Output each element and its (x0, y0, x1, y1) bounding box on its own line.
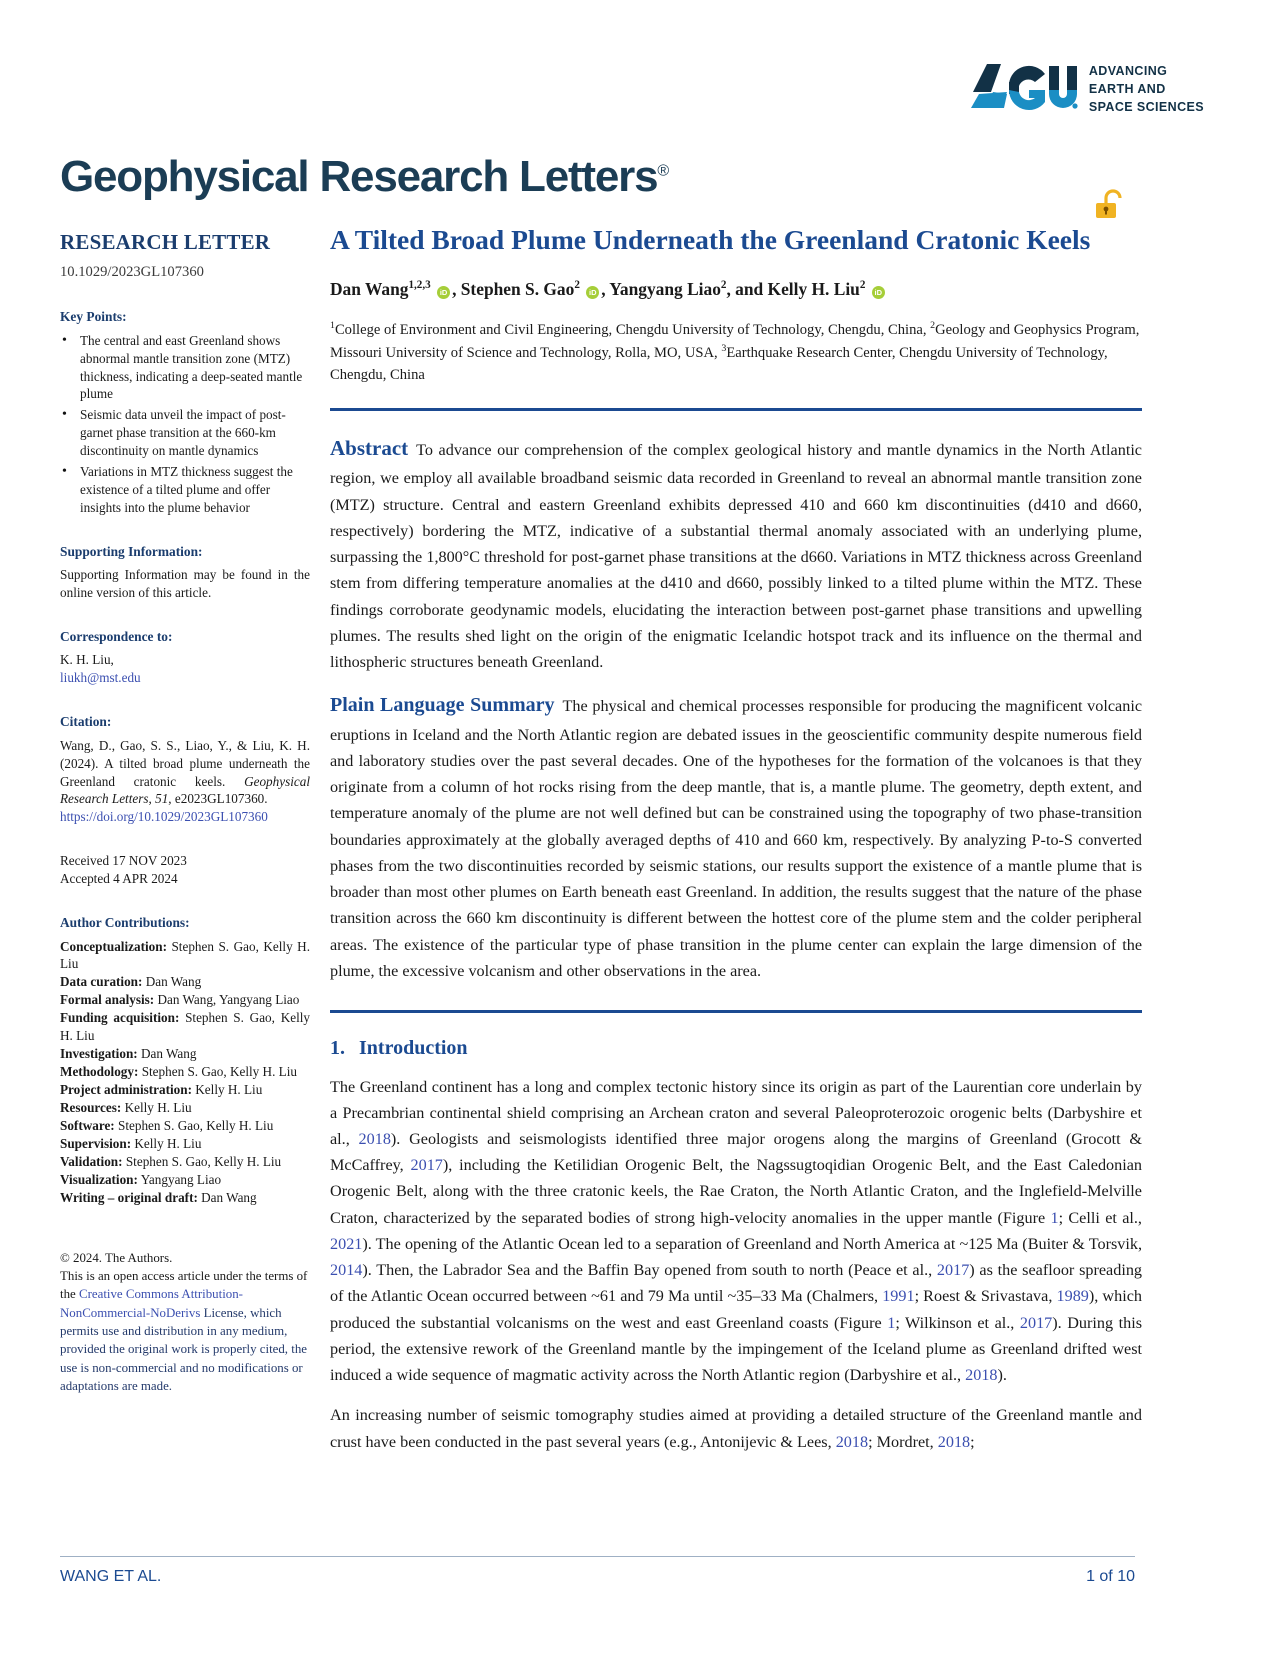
contribution-item (60, 973, 310, 991)
footer-divider (60, 1556, 1135, 1557)
contribution-people: Kelly H. Liu (121, 1100, 192, 1116)
masthead (0, 0, 1269, 210)
contribution-item (60, 1153, 310, 1171)
contribution-people: Dan Wang (197, 1189, 257, 1205)
correspondence-block (60, 628, 310, 687)
agu-tagline-line-2: EARTH AND (1088, 82, 1166, 97)
contribution-people: Stephen S. Gao, Kelly H. Liu (60, 1010, 310, 1044)
article-type-label: RESEARCH LETTER (60, 230, 271, 254)
contribution-role: Resources: (60, 1100, 122, 1116)
footer-running-head: WANG ET AL. (60, 1568, 162, 1585)
license-tail-text: License, which permits use and distribution in any medium, provided the original work is properly cited, the use is non-commercial and no modifications or adaptations are made. (60, 1305, 308, 1393)
contribution-people: Kelly H. Liu (191, 1082, 263, 1098)
citation-heading: Citation: (60, 714, 112, 730)
dates-block (60, 852, 310, 888)
citation-part-3: , e2023GL107360. (168, 791, 268, 807)
doi-text: 10.1029/2023GL107360 (60, 263, 204, 280)
key-point-item: • The central and east Greenland shows abnormal mantle transition zone (MTZ) thickness, indicating a deep-seated mantle plume (60, 332, 310, 404)
abstract-section (330, 431, 1142, 675)
contribution-item (60, 938, 310, 974)
supporting-information-block (60, 543, 310, 602)
citation-volume: 51 (155, 791, 169, 807)
abstract-text: To advance our comprehension of the complex geological history and mantle dynamics in the North Atlantic region, we employ all available broadband seismic data recorded in Greenland to reveal an abnormal mantle transition zone (MTZ) structure. Central and eastern Greenland exhibits depressed 410 and 660 km discontinuities (d410 and d660, respectively) bordering the MTZ, indicative of a substantial thermal anomaly associated with an underlying plume, surpassing the 1,800°C threshold for post-garnet phase transitions at the d660. Variations in MTZ thickness across Greenland stem from differing temperature anomalies at the d410 and d660, possibly linked to a tilted plume within the MTZ. These findings corroborate geodynamic models, elucidating the interaction between post-garnet phase transitions and upwelling plumes. The results shed light on the origin of the enigmatic Icelandic hotspot track and its influence on the thermal and lithospheric structures beneath Greenland. (330, 441, 1142, 672)
accepted-date: Accepted 4 APR 2024 (60, 871, 178, 887)
abstract-label: Abstract (330, 436, 409, 461)
affiliations: $^1$College of Environment and Civil Engineering, Chengdu University of Technology, Chengdu, China, $^2$Geology and Geophysics Program, Missouri University of Science and Technology, Rolla, MO, USA, $^3$Earthquake Research Center, Chengdu University of Technology, Chengdu, China (330, 320, 1140, 384)
contribution-people: Stephen S. Gao, Kelly H. Liu (114, 1118, 274, 1134)
contribution-item (60, 1171, 310, 1189)
sidebar (60, 228, 310, 1395)
contribution-people: Dan Wang (142, 974, 202, 990)
received-date: Received 17 NOV 2023 (60, 853, 187, 869)
contribution-people: Dan Wang (137, 1046, 197, 1062)
supporting-information-heading: Supporting Information: (60, 544, 203, 560)
page-footer (60, 1568, 1135, 1586)
contribution-role: Investigation: (60, 1046, 138, 1062)
page-title: A Tilted Broad Plume Underneath the Greenland Cratonic Keels (330, 224, 1091, 255)
divider-abstract-top (330, 408, 1142, 411)
license-lead-text: This is an open access article under the terms of the (60, 1269, 308, 1302)
introduction-body (330, 1074, 1142, 1455)
contribution-role: Data curation: (60, 974, 143, 990)
contribution-role: Software: (60, 1118, 115, 1134)
citation-text (60, 737, 310, 809)
introduction-paragraph-1: The Greenland continent has a long and complex tectonic history since its origin as part of the Laurentian core underlain by a Precambrian continental shield comprising an Archean craton and several Paleoproterozoic orogenic belts (Darbyshire et al., 2018). Geologists and seismologists identified three major orogens along the margins of Greenland (Grocott & McCaffrey, 2017), including the Ketilidian Orogenic Belt, the Nagssugtoqidian Orogenic Belt, and the East Caledonian Orogenic Belt, along with the three cratonic keels, the Rae Craton, the North Atlantic Craton, and the Inglefield-Melville Craton, characterized by the separated bodies of strong high-velocity anomalies in the upper mantle (Figure 1; Celli et al., 2021). The opening of the Atlantic Ocean led to a separation of Greenland and North America at ~125 Ma (Buiter & Torsvik, 2014). Then, the Labrador Sea and the Baffin Bay opened from south to north (Peace et al., 2017) as the seafloor spreading of the Atlantic Ocean occurred between ~61 and 79 Ma until ~35–33 Ma (Chalmers, 1991; Roest & Srivastava, 1989), which produced the substantial volcanisms on the west and east Greenland coasts (Figure 1; Wilkinson et al., 2017). During this period, the extensive rework of the Greenland mantle by the impingement of the Iceland plume as Greenland drifted west induced a wide sequence of magmatic activity across the North Atlantic region (Darbyshire et al., 2018). (330, 1077, 1143, 1385)
orcid-icon[interactable] (586, 286, 599, 299)
contribution-role: Supervision: (60, 1135, 132, 1151)
divider-introduction-top (330, 1010, 1142, 1013)
contribution-people: Yangyang Liao (137, 1171, 222, 1187)
contribution-role: Writing – original draft: (60, 1189, 198, 1205)
contribution-item (60, 1099, 310, 1117)
contribution-people: Kelly H. Liu (131, 1135, 202, 1151)
contribution-people: Stephen S. Gao, Kelly H. Liu (122, 1153, 282, 1169)
abstract-paragraph (330, 431, 1142, 675)
agu-logo-mark (971, 62, 1079, 118)
contribution-role: Validation: (60, 1153, 123, 1169)
section-title-text: Introduction (359, 1036, 468, 1059)
contribution-role: Conceptualization: (60, 938, 167, 954)
author-contributions-block (60, 914, 310, 1207)
citation-doi-link[interactable]: https://doi.org/10.1029/2023GL107360 (60, 809, 268, 825)
pls-label: Plain Language Summary (330, 694, 555, 717)
contribution-role: Methodology: (60, 1064, 139, 1080)
key-points-heading: Key Points: (60, 309, 127, 325)
license-block (60, 1249, 310, 1396)
agu-tagline-line-3: SPACE SCIENCES (1088, 99, 1204, 114)
contribution-item (60, 1117, 310, 1135)
contribution-role: Funding acquisition: (60, 1010, 180, 1026)
author-list: Dan Wang$^{1,2,3}$ iD , Stephen S. Gao$^2$ iD , Yangyang Liao$^2$, and Kelly H. Liu$^2$ iD (330, 279, 1142, 300)
orcid-icon[interactable] (437, 286, 450, 299)
citation-journal-name: Geophysical Research Letters (60, 773, 310, 807)
pls-text: The physical and chemical processes responsible for producing the magnificent volcanic eruptions in Iceland and the North Atlantic region are debated issues in the geoscientific community despite numerous field and laboratory studies over the past several decades. One of the hypotheses for the formation of the volcanoes is that they originate from a column of hot rocks rising from the deep mantle, that is, a mantle plume. The geometry, depth extent, and temperature anomaly of the plume are not well defined but can be constrained using the topography of two phase-transition boundaries approximately at the globally averaged depths of 410 and 660 km, respectively. By analyzing P-to-S converted phases from the two discontinuities recorded by seismic stations, our results support the existence of a mantle plume that is broader than most other plumes on Earth beneath east Greenland. In addition, the results suggest that the nature of the phase transition across the 660 km discontinuity is different between the hottest core of the plume stem and the colder peripheral areas. The existence of the particular type of phase transition in the plume center can explain the large dimension of the plume, the excessive volcanism and other observations in the area. (330, 697, 1143, 980)
author-contributions-list (60, 938, 310, 1207)
registered-mark: ® (657, 162, 668, 180)
contribution-item (60, 1063, 310, 1081)
contribution-role: Formal analysis: (60, 992, 155, 1008)
agu-tagline-line-1: ADVANCING (1088, 64, 1168, 79)
journal-title (60, 152, 668, 202)
introduction-paragraph-2: An increasing number of seismic tomography studies aimed at providing a detailed structure of the Greenland mantle and crust have been conducted in the past several years (e.g., Antonijevic & Lees, 2018; Mordret, 2018; (330, 1406, 1142, 1451)
section-number: 1. (330, 1036, 345, 1059)
open-access-lock-icon (1092, 188, 1132, 224)
contribution-item (60, 1045, 310, 1063)
contribution-people: Dan Wang, Yangyang Liao (154, 992, 300, 1008)
author-contributions-heading: Author Contributions: (60, 915, 190, 931)
citation-part-1: Wang, D., Gao, S. S., Liao, Y., & Liu, K. H. (2024). A tilted broad plume underneath the Greenland cratonic keels. (60, 737, 310, 789)
license-name-link[interactable]: Creative Commons Attribution-NonCommercial-NoDerivs (60, 1287, 243, 1320)
pls-paragraph (330, 689, 1142, 984)
section-heading-introduction (330, 1037, 1142, 1060)
key-point-item: • Variations in MTZ thickness suggest the existence of a tilted plume and offer insights into the plume behavior (60, 463, 310, 517)
correspondence-heading: Correspondence to: (60, 629, 173, 645)
contribution-role: Project administration: (60, 1082, 192, 1098)
key-point-item: • Seismic data unveil the impact of post-garnet phase transition at the 660-km discontinuity on mantle dynamics (60, 406, 310, 460)
correspondence-name: K. H. Liu, (60, 652, 114, 668)
contribution-people: Stephen S. Gao, Kelly H. Liu (138, 1064, 297, 1080)
contribution-item (60, 1009, 310, 1045)
agu-logo (971, 62, 1204, 118)
orcid-icon[interactable] (872, 286, 885, 299)
key-points-list (60, 332, 310, 518)
contribution-item (60, 1081, 310, 1099)
plain-language-summary-section (330, 689, 1142, 984)
main-content (330, 222, 1142, 1469)
contribution-item (60, 1189, 310, 1207)
citation-block (60, 713, 310, 826)
supporting-information-text: Supporting Information may be found in the online version of this article. (60, 567, 310, 601)
copyright-text: © 2024. The Authors. (60, 1250, 173, 1265)
contribution-item (60, 991, 310, 1009)
agu-wordmark-icon (971, 62, 1079, 118)
agu-tagline (1089, 63, 1204, 116)
journal-title-text: Geophysical Research Letters (60, 152, 658, 201)
footer-page-number: 1 of 10 (1086, 1568, 1135, 1585)
contribution-people: Stephen S. Gao, Kelly H. Liu (60, 938, 310, 972)
contribution-role: Visualization: (60, 1171, 138, 1187)
correspondence-email-link[interactable]: liukh@mst.edu (60, 670, 141, 686)
contribution-item (60, 1135, 310, 1153)
citation-part-2: , (148, 791, 156, 807)
